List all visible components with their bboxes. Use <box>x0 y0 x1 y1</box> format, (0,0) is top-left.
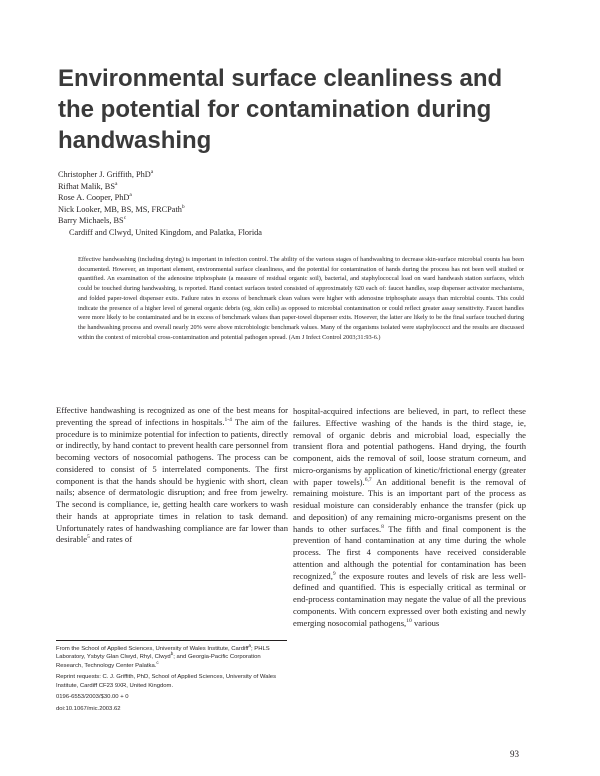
author-location: Cardiff and Clwyd, United Kingdom, and Palatka, Florida <box>69 227 262 237</box>
citation-ref: 8 <box>381 523 384 530</box>
article-title: Environmental surface cleanliness and the potential for contamination during handwashing <box>58 65 503 154</box>
author-name: Rifhat Malik, $BS^a$ <box>58 180 118 191</box>
reprint-requests: Reprint requests: C. J. Griffith, PhD, School of Applied Sciences, University of Wales Institute, Cardiff CF23 9XR, United Kingdom. <box>56 674 277 689</box>
abstract: Effective handwashing (including drying) is important in infection control. The ability of the various stages of handwashing to decrease skin-surface microbial counts has been documented. However, an important element, environmental surface cleanliness, and the potential for contamination of hands during the process has not been well studied or quantified. An examination of the adenosine triphosphate (a measure of residual organic soil), bacterial, and staphylococcal load on ward handwash station surfaces, which could be touched during handwashing, is reported. Hand contact surfaces tested consisted of approximately 620 each of: faucet handles, soap dispenser activator mechanisms, and folded paper-towel dispenser exits. Failure rates in excess of benchmark clean values were higher with adenosine triphosphate assays than microbial counts. This could indicate the presence of a higher level of general organic debris (eg, skin cells) as opposed to microbial contamination or could reflect greater assay sensitivity. Faucet handles were more likely to be contaminated and be in excess of benchmark values than paper-towel dispenser exits. However, the latter are likely to be the final surface touched during the handwashing process and overall nearly 20% were above microbiologic benchmark values. Many of the organisms isolated were staphylococci and the results are discussed within the context of microbial cross-contamination and potential pathogen spread. (Am J Infect Control 2003;31:93-6.) <box>78 256 524 341</box>
author-name: Nick Looker, MB, BS, MS, FRCPath$^b$ <box>58 204 185 214</box>
body-column-left: Effective handwashing is recognized as one of the best means for preventing the spread of infections in hospitals.$^{1-4}$ The aim of the procedure is to minimize potential for infection to patients, directly or indirectly, by hand contact to prevent health care personnel from becoming vectors of nosocomial pathogens. The process can be considered to consist of 5 interrelated components. The first component is that the hands should be hygienic with short, clean nails; absence of dermatologic disruption; and free from jewelry. The second is compliance, ie, getting health care workers to wash their hands at appropriate times in relation to task demand. Unfortunately rates of handwashing compliance are far lower than desirable$^5$ and rates of <box>56 405 288 545</box>
author-list <box>58 169 478 239</box>
citation-ref: 6,7 <box>364 476 372 483</box>
citation-ref: 1-4 <box>224 416 232 423</box>
doi: doi:10.1067/mic.2003.62 <box>56 706 121 713</box>
affiliations: From the School of Applied Sciences, University of Wales Institute, Cardiff$^a$; PHLS Laboratory, Ysbyty Glan Clwyd, Rhyl, Clwyd$^b$; and Georgia-Pacific Corporation Research, Technology Center Palatka.$^c$ <box>56 643 270 669</box>
page-number: 93 <box>510 749 519 759</box>
citation-ref: 5 <box>87 534 90 541</box>
citation-ref: 9 <box>332 570 336 577</box>
footnote-divider <box>56 640 287 641</box>
author-name: Barry Michaels, $BS^c$ <box>58 215 127 226</box>
author-name: Christopher J. Griffith, PhD$^a$ <box>58 169 154 179</box>
body-column-right: hospital-acquired infections are believed, in part, to reflect these failures. Effective washing of the hands is the third stage, ie, removal of organic debris and microbial load, especially the transient flora and potential pathogens. Hand drying, the fourth component, aids the removal of soil, loose stratum corneum, and micro-organisms by application of kinetic/frictional energy (greater with paper towels).$^{6,7}$ An additional benefit is the removal of remaining moisture. This is an important part of the process as residual moisture can considerably enhance the transfer (pick up and deposition) of any remaining micro-organisms present on the hands to other surfaces.$^8$ The fifth and final component is the prevention of hand contamination at any time during the whole process. The first 4 components have received considerable attention and although the potential for contamination has been recognized,$^9$ the exposure routes and levels of risk are less well-defined and quantified. This is especially critical as terminal or end-process contamination may negate the value of all the previous components. With concern expressed over both existing and newly emerging nosocomial pathogens,$^{10}$ various <box>293 406 527 628</box>
author-name: Rose A. Cooper, PhD$^a$ <box>58 192 132 203</box>
footnote <box>56 645 288 717</box>
citation-ref: 10 <box>406 617 412 624</box>
journal-code: 0196-6553/2003/$30.00 + 0 <box>56 694 129 701</box>
